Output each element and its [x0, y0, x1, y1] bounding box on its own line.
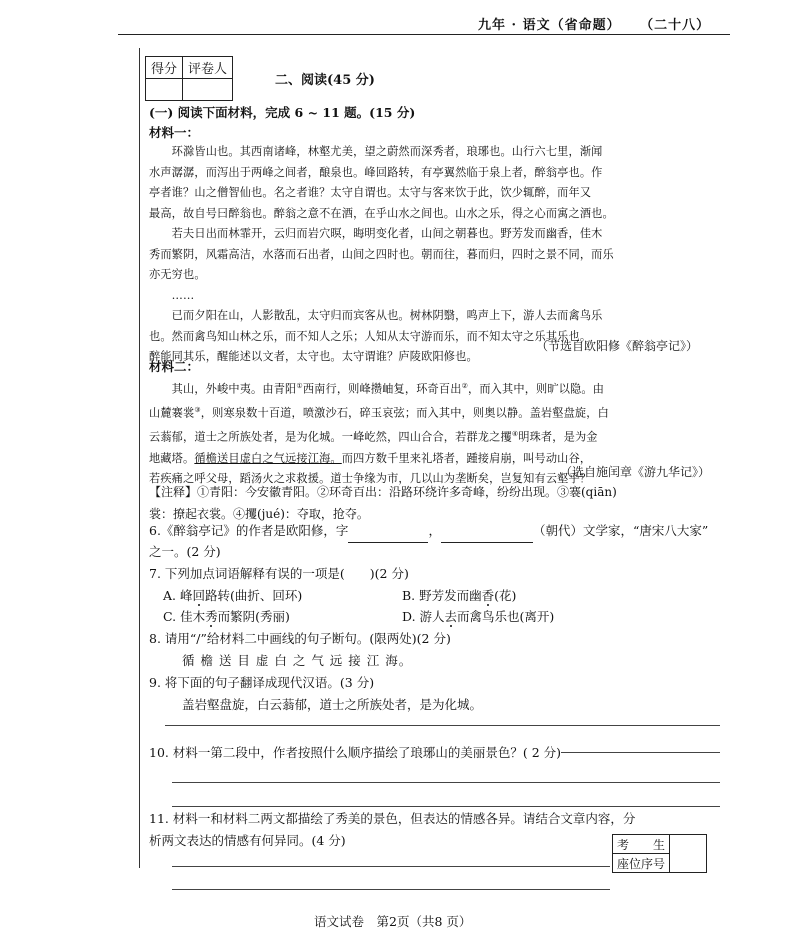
grader-label: 评卷人 [183, 57, 233, 79]
passage-line: 最高，故自号曰醉翁也。醉翁之意不在酒，在乎山水之间也。山水之乐，得之心而寓之酒也。 [149, 206, 614, 220]
material1-label: 材料一： [149, 125, 200, 140]
seat-number-box [612, 834, 707, 873]
passage-line: 醉能同其乐，醒能述以文者，太守也。太守谓谁？庐陵欧阳修也。 [149, 350, 478, 363]
question-11 [149, 808, 635, 851]
material1-source: （节选自欧阳修《醉翁亭记》） [536, 339, 699, 353]
underlined-sentence: 循檐送目虚白之气远接江海。 [194, 451, 342, 465]
q8-sentence[interactable]: 循 檐 送 目 虚 白 之 气 远 接 江 海。 [182, 653, 413, 668]
q9-answer-line[interactable] [165, 725, 720, 726]
passage-line: 若夫日出而林霏开，云归而岩穴暝，晦明变化者，山间之朝暮也。野芳发而幽香，佳木 [149, 227, 603, 240]
material1-passage [149, 142, 614, 368]
passage-line: 亭者谁？山之僧智仙也。名之者谁？太守自谓也。太守与客来饮于此，饮少辄醉，而年又 [149, 186, 592, 199]
seat-number-cell[interactable] [670, 835, 707, 873]
score-cell[interactable] [146, 79, 183, 101]
material2-label: 材料二： [149, 359, 200, 374]
q7-option-d[interactable]: D. 游人去而禽鸟乐也(离开) [402, 609, 555, 624]
passage-line: 水声潺潺，而泻出于两峰之间者，酿泉也。峰回路转，有亭翼然临于泉上者，醉翁亭也。作 [149, 165, 603, 179]
margin-rule [139, 48, 140, 868]
footnote-2: ② [461, 382, 468, 390]
notes-line: 【注释】①青阳：今安徽青阳。②环奇百出：沿路环绕许多奇峰，纷纷出现。③褰(qiān) [149, 485, 617, 499]
q11-line: 析两文表达的情感有何异同。(4 分) [149, 832, 346, 848]
passage-line: 亦无穷也。 [149, 268, 206, 281]
q6-blank-dynasty[interactable] [441, 520, 533, 543]
material2-passage [149, 376, 609, 490]
q9-sentence: 盖岩壑盘旋，白云蓊郁，道士之所族处者，是为化城。 [182, 697, 483, 712]
notes-line: 裳：撩起衣裳。④攫(jué)：夺取，抢夺。 [149, 506, 369, 521]
header-rule [118, 34, 730, 35]
header-subject: 九年 · 语文（省命题） [478, 18, 621, 33]
q11-answer-line[interactable] [172, 889, 610, 890]
passage-line: 云蓊郁，道士之所族处者，是为化城。一峰屹然，四山合合，若群龙之攫④明珠者，是为金 [149, 430, 598, 445]
section-title: 二、阅读(45 分) [275, 73, 375, 88]
q6-blank-courtesy-name[interactable] [348, 520, 428, 543]
q11-line: 11. 材料一和材料二两文都描绘了秀美的景色，但表达的情感各异。请结合文章内容，分 [149, 811, 636, 826]
footnote-1: ① [296, 382, 303, 390]
page-footer: 语文试卷 第2页（共8 页） [314, 914, 472, 929]
q10-answer-line[interactable] [172, 782, 720, 783]
passage-line: 山麓褰裳③，则寒泉数十百道，喷激沙石，碎玉哀弦；而入其中，则奥以静。盖岩壑盘旋，白 [149, 406, 609, 420]
passage-line: …… [149, 288, 195, 302]
notes [149, 482, 617, 525]
header [478, 14, 710, 33]
q7-option-a[interactable]: A. 峰回路转(曲折、回环) [163, 588, 303, 603]
q10-answer-line[interactable] [172, 806, 720, 807]
examinee-label: 考 生 [613, 835, 670, 854]
question-7: 7. 下列加点词语解释有误的一项是( )(2 分) [149, 566, 409, 581]
score-box [145, 56, 233, 101]
q11-answer-line[interactable] [172, 866, 610, 867]
passage-line: 已而夕阳在山，人影散乱，太守归而宾客从也。树林阴翳，鸣声上下，游人去而禽鸟乐 [149, 309, 603, 322]
passage-line: 也。然而禽鸟知山林之乐，而不知人之乐；人知从太守游而乐，而不知太守之乐其乐也。 [149, 329, 592, 343]
q7-option-b[interactable]: B. 野芳发而幽香(花) [402, 588, 517, 603]
grader-cell[interactable] [183, 79, 233, 101]
question-9: 9. 将下面的句子翻译成现代汉语。(3 分) [149, 675, 375, 690]
footnote-3: ③ [194, 406, 201, 415]
passage-line: 环滁皆山也。其西南诸峰，林壑尤美，望之蔚然而深秀者，琅琊也。山行六七里，渐闻 [149, 145, 603, 158]
passage-line: 其山，外峻中夷。由青阳①西南行，则峰攒岫复，环奇百出②，而入其中，则旷以隐。由 [149, 382, 605, 396]
q7-option-c[interactable]: C. 佳木秀而繁阴(秀丽) [163, 609, 290, 624]
passage-line: 若疾痛之呼父母，蹈汤火之求救援。道士争缘为市，几以山为垄断矣，岂复知有云壑乎？ [149, 472, 592, 486]
score-label: 得分 [146, 57, 183, 79]
question-6: 6.《醉翁亭记》的作者是欧阳修，字 ， （朝代）文学家，“唐宋八大家” [149, 520, 708, 543]
material2-source: （选自施闰章《游九华记》） [560, 465, 711, 479]
seat-number-label: 座位序号 [613, 854, 670, 873]
question-10: 10. 材料一第二段中，作者按照什么顺序描绘了琅琊山的美丽景色？( 2 分) [149, 742, 561, 764]
footnote-4: ④ [511, 430, 519, 439]
header-paper-number: （二十八） [640, 18, 711, 33]
question-8: 8. 请用“/”给材料二中画线的句子断句。(限两处)(2 分) [149, 631, 451, 646]
passage-line: 秀而繁阴，风霜高洁，水落而石出者，山间之四时也。朝而往，暮而归，四时之景不同，而乐 [149, 247, 614, 261]
question-6-continued: 之一。(2 分) [149, 544, 221, 559]
part1-instruction: (一) 阅读下面材料，完成 6 ~ 11 题。(15 分) [149, 105, 416, 120]
passage-line: 地藏塔。循檐送目虚白之气远接江海。而四方数千里来礼塔者，踵接肩崩，叫号动山谷， [149, 451, 592, 465]
